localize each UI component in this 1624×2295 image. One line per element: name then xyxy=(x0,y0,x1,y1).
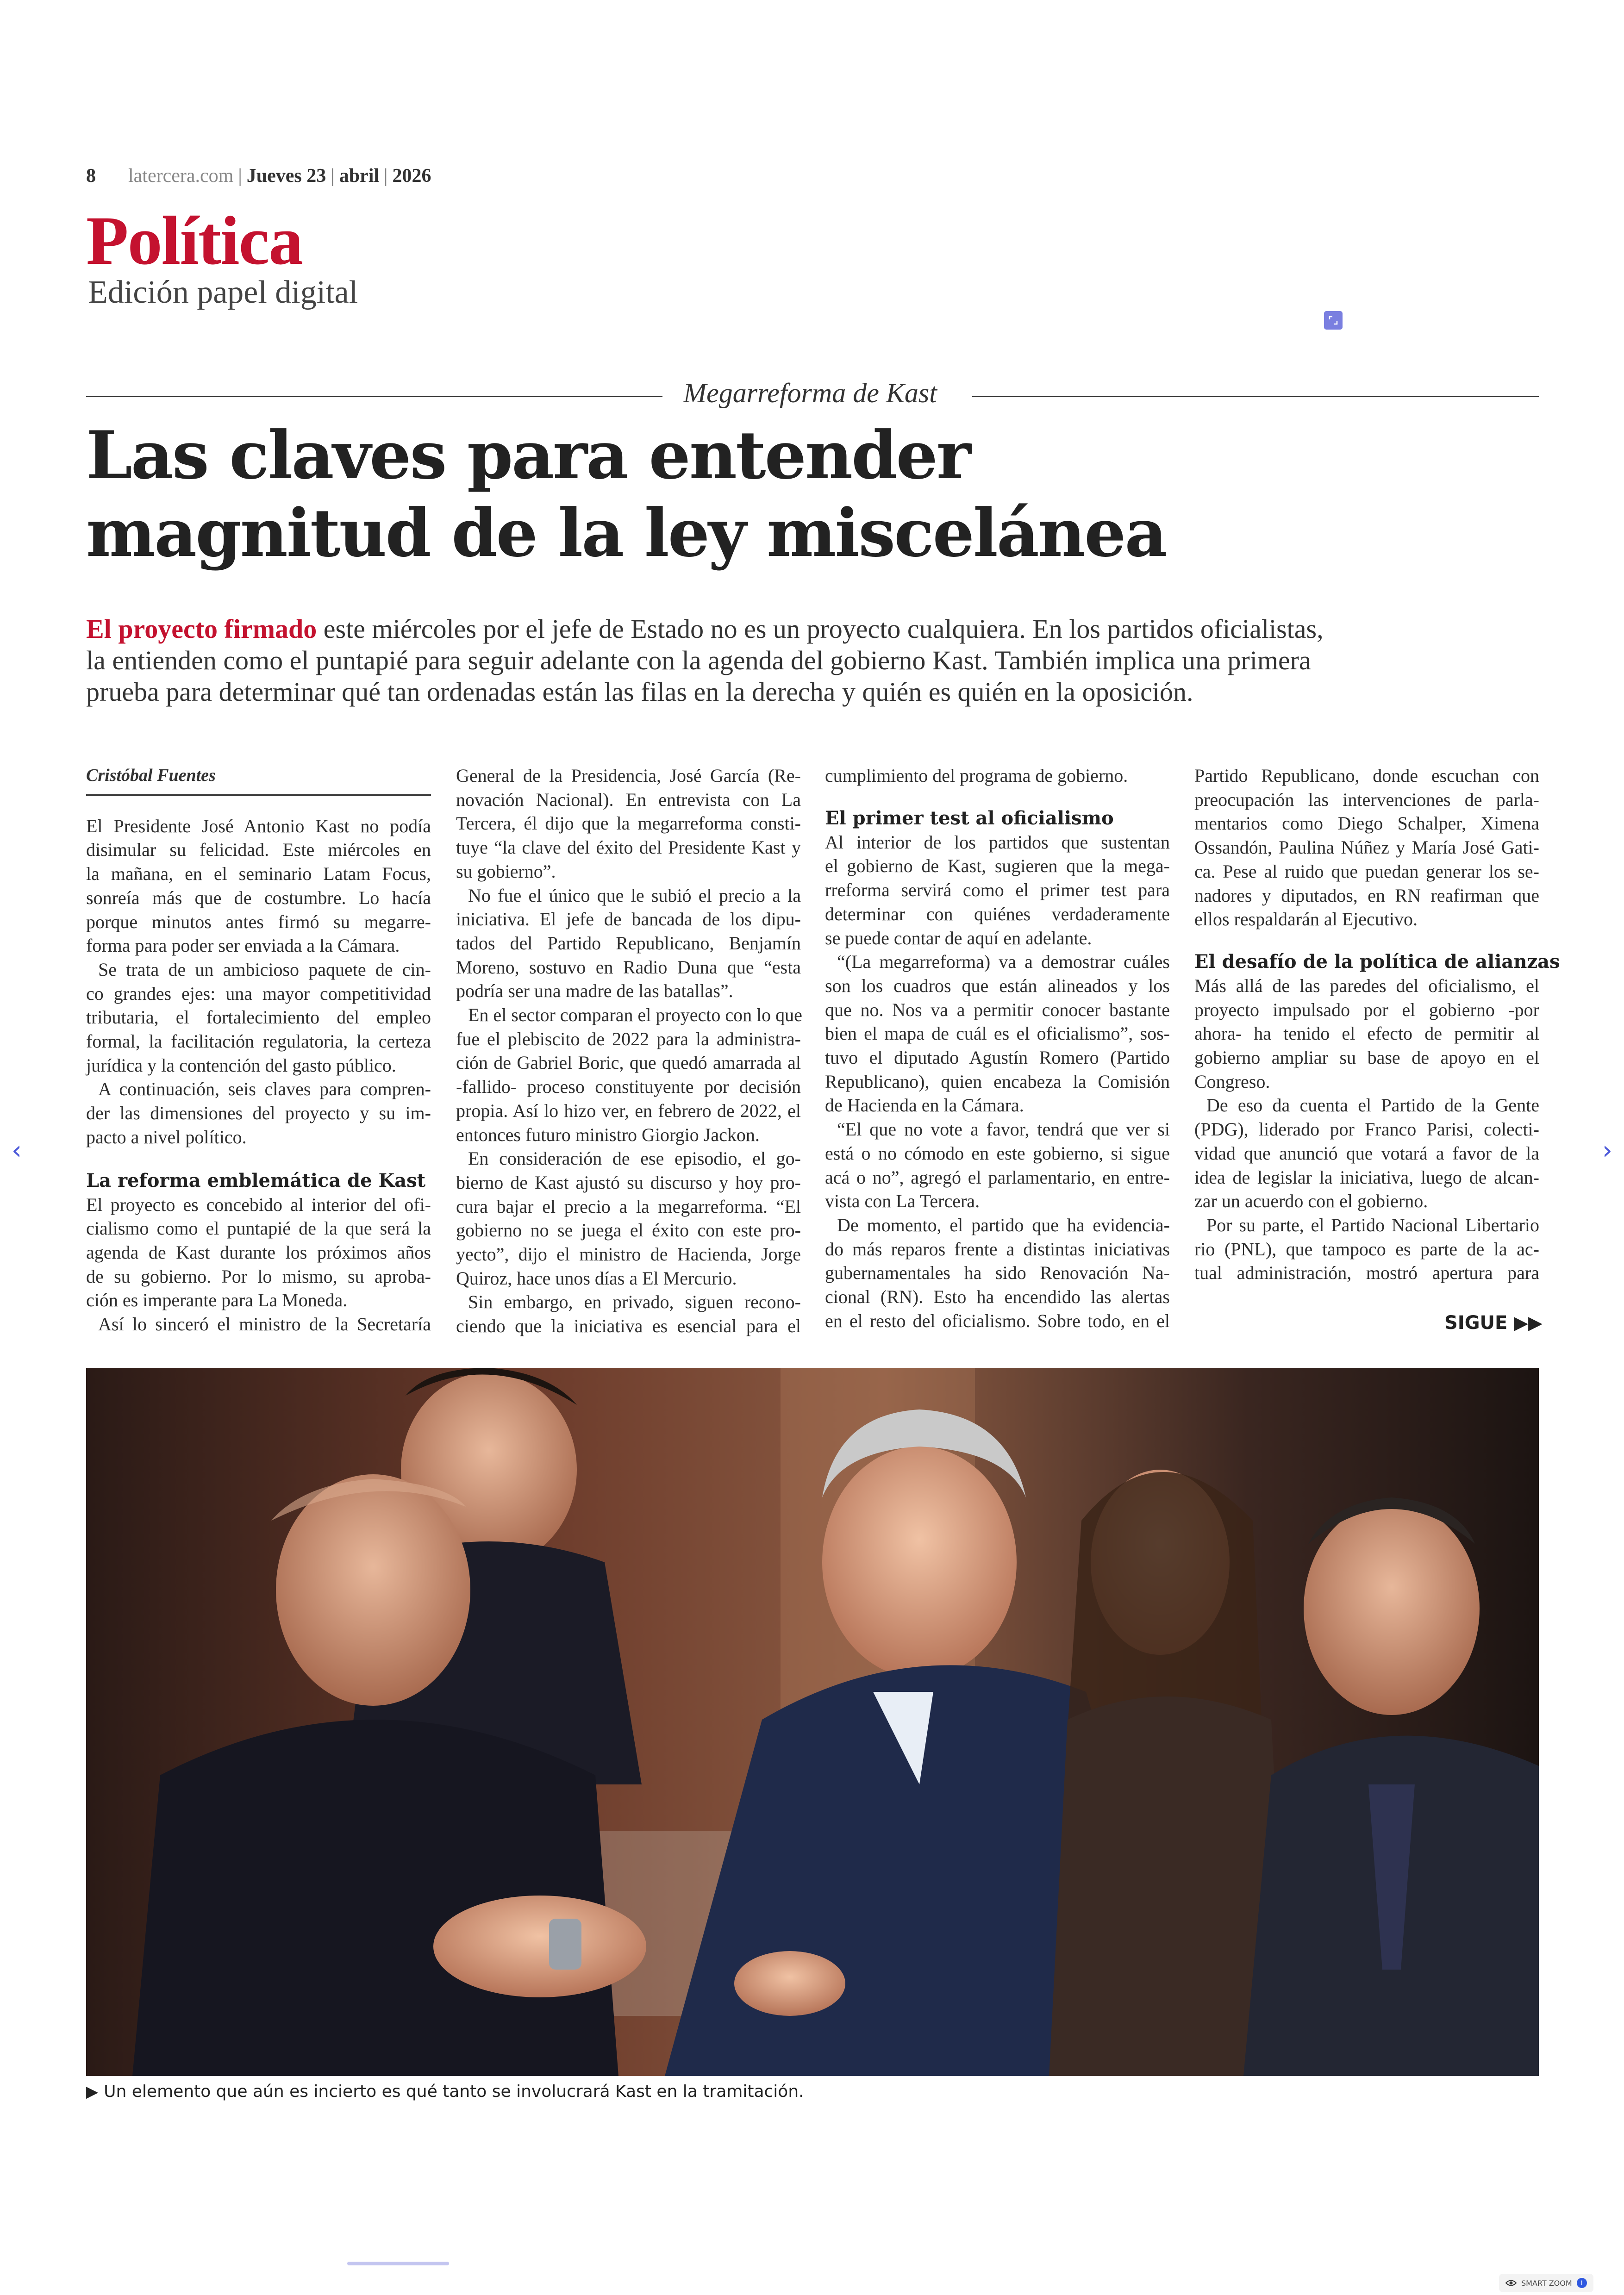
text-line: acá o no”, agregó el parlamentario, en entre- xyxy=(825,1166,1170,1188)
text-line: co grandes ejes: una mayor competitividad xyxy=(86,983,431,1004)
section-title: Política xyxy=(86,202,303,279)
text-line: Por su parte, el Partido Nacional Libertario xyxy=(1206,1214,1539,1235)
smart-zoom-button[interactable] xyxy=(1499,2274,1593,2292)
continue-marker: SIGUE ▶▶ xyxy=(1444,1312,1543,1334)
text-line: proyecto impulsado por el gobierno -por xyxy=(1194,999,1539,1020)
text-line: El proyecto es concebido al interior del ofi- xyxy=(86,1194,431,1215)
text-line: cumplimiento del programa de gobierno. xyxy=(825,765,1128,786)
paragraph xyxy=(86,958,431,1078)
body-column-3 xyxy=(825,764,1170,1333)
body-column-2 xyxy=(456,764,801,1338)
text-line: iniciativa. El jefe de bancada de los dipu- xyxy=(456,909,801,930)
text-line: cialismo como el puntapié de la que será la xyxy=(86,1218,431,1239)
text-line: propia. Así lo hizo ver, en febrero de 2022, el xyxy=(456,1100,801,1121)
paragraph xyxy=(825,1117,1170,1213)
text-line: su gobierno”. xyxy=(456,861,556,882)
prev-page-button[interactable] xyxy=(7,1136,26,1164)
text-line: porque minutos antes firmó su megarre- xyxy=(86,911,431,932)
dek-lead: El proyecto firmado xyxy=(86,614,317,644)
paragraph xyxy=(1194,764,1539,931)
edition-label: Edición papel digital xyxy=(88,274,358,310)
paragraph xyxy=(825,830,1170,950)
text-line: está o no cómodo en este gobierno, si sigue xyxy=(825,1142,1170,1164)
dek-line: este miércoles por el jefe de Estado no es un proyecto cualquiera. En los partidos oficialistas, xyxy=(317,614,1324,644)
info-icon: i xyxy=(1577,2278,1587,2288)
photo-caption xyxy=(86,2082,804,2101)
text-line: do más reparos frente a distintas iniciativas xyxy=(825,1238,1170,1260)
text-line: De eso da cuenta el Partido de la Gente xyxy=(1206,1095,1539,1116)
text-line: Se trata de un ambicioso paquete de cin- xyxy=(98,959,431,980)
text-line: yecto”, dijo el ministro de Hacienda, Jorge xyxy=(456,1244,801,1265)
author-byline: Cristóbal Fuentes xyxy=(86,764,431,796)
text-line: zar un acuerdo con el gobierno. xyxy=(1194,1191,1428,1212)
dek xyxy=(86,613,1530,708)
text-line: sonreía más que de costumbre. Lo hacía xyxy=(86,887,431,908)
text-line: nadores y diputados, en RN reafirman que xyxy=(1194,885,1539,906)
text-line: el gobierno de Kast, sugieren que la mega- xyxy=(825,855,1170,877)
body-column-1 xyxy=(86,764,431,1336)
text-line: ahora- ha tenido el efecto de permitir al xyxy=(1194,1023,1539,1044)
text-line: tuvo el diputado Agustín Romero (Partido xyxy=(825,1047,1170,1068)
text-line: ellos respaldarán al Ejecutivo. xyxy=(1194,909,1418,930)
text-line: son los cuadros que están alineados y los xyxy=(825,975,1170,996)
paragraph xyxy=(86,1077,431,1149)
text-line: gobierno no se juega el éxito con este pro- xyxy=(456,1220,801,1241)
paragraph xyxy=(825,950,1170,1117)
paragraph xyxy=(456,884,801,1004)
text-line: En el sector comparan el proyecto con lo que xyxy=(468,1004,802,1026)
text-line: tual administración, mostró apertura para xyxy=(1194,1262,1539,1284)
subheading: La reforma emblemática de Kast xyxy=(86,1169,426,1191)
zoom-handle[interactable] xyxy=(1324,311,1343,330)
paragraph xyxy=(86,814,431,958)
text-line: “El que no vote a favor, tendrá que ver si xyxy=(837,1119,1170,1140)
text-line: ciendo que la iniciativa es esencial para el xyxy=(456,1316,801,1337)
text-line: la mañana, en el seminario Latam Focus, xyxy=(86,863,431,885)
text-line: fue el plebiscito de 2022 para la administra- xyxy=(456,1028,801,1049)
dek-line: prueba para determinar qué tan ordenadas están las filas en la derecha y quién es quién en la oposición. xyxy=(86,677,1193,707)
text-line: Republicano), quien encabeza la Comisión xyxy=(825,1071,1170,1092)
chevron-right-icon: › xyxy=(1602,1135,1613,1166)
text-line: A continuación, seis claves para compren- xyxy=(98,1079,431,1100)
subheading: El primer test al oficialismo xyxy=(825,807,1114,829)
text-line: tuye “la clave del éxito del Presidente Kast y xyxy=(456,837,801,858)
text-line: rio (PNL), que tampoco es parte de la ac- xyxy=(1194,1238,1539,1260)
headline xyxy=(86,417,1521,572)
text-line: vidad que anunció que votará a favor de la xyxy=(1194,1142,1539,1164)
text-line: En consideración de ese episodio, el go- xyxy=(468,1148,801,1169)
text-line: ción es imperante para La Moneda. xyxy=(86,1290,348,1311)
paragraph xyxy=(825,1213,1170,1333)
text-line: Moreno, sostuvo en Radio Duna que “esta xyxy=(456,956,801,978)
text-line: preocupación las intervenciones de parla- xyxy=(1194,789,1539,810)
kicker: Megarreforma de Kast xyxy=(683,378,937,408)
text-line: (PDG), liderado por Franco Parisi, colecti- xyxy=(1194,1119,1539,1140)
text-line: podría ser una madre de las batallas”. xyxy=(456,980,733,1002)
text-line: se puede contar de aquí en adelante. xyxy=(825,927,1092,948)
text-line: mentarios como Diego Schalper, Ximena xyxy=(1194,813,1539,834)
text-line: pacto a nivel político. xyxy=(86,1126,247,1148)
text-line: Tercera, él dijo que la megarreforma consti- xyxy=(456,813,801,834)
text-line: formal, la facilitación regulatoria, la certeza xyxy=(86,1031,431,1052)
smart-zoom-label: SMART ZOOM xyxy=(1521,2278,1572,2288)
text-line: tados del Partido Republicano, Benjamín xyxy=(456,932,801,954)
text-line: novación Nacional). En entrevista con La xyxy=(456,789,801,810)
paragraph xyxy=(1194,1213,1539,1285)
caption-arrow-icon: ▶ xyxy=(86,2083,99,2101)
text-line: Sin embargo, en privado, siguen recono- xyxy=(468,1291,801,1313)
text-line: General de la Presidencia, José García (Re- xyxy=(456,765,801,786)
eye-icon xyxy=(1505,2279,1517,2287)
chevron-left-icon: ‹ xyxy=(11,1135,22,1166)
page-progress-indicator xyxy=(347,2262,449,2265)
text-line: Al interior de los partidos que sustentan xyxy=(825,831,1170,853)
site-name: latercera.com xyxy=(128,165,234,187)
text-line: Así lo sinceró el ministro de la Secretaría xyxy=(98,1314,431,1335)
kicker-rule-left xyxy=(86,396,662,397)
text-line: No fue el único que le subió el precio a la xyxy=(468,885,801,906)
paragraph xyxy=(1194,1093,1539,1213)
text-line: Quiroz, hace unos días a El Mercurio. xyxy=(456,1267,737,1289)
text-line: ca. Pese al ruido que puedan generar los se- xyxy=(1194,861,1539,882)
text-line: de Hacienda en la Cámara. xyxy=(825,1095,1024,1116)
text-line: bierno de Kast ajustó su discurso y hoy pro- xyxy=(456,1172,801,1193)
text-line: disimular su felicidad. Este miércoles en xyxy=(86,839,431,861)
article-photo xyxy=(86,1368,1539,2076)
text-line: que no. Nos va a permitir conocer bastante xyxy=(825,999,1170,1020)
text-line: “(La megarreforma) va a demostrar cuáles xyxy=(837,951,1170,973)
text-line: determinar con quiénes verdaderamente xyxy=(825,903,1170,924)
headline-line: magnitud de la ley miscelánea xyxy=(86,495,1166,572)
paragraph xyxy=(86,1193,431,1313)
text-line: Partido Republicano, donde escuchan con xyxy=(1194,765,1539,786)
text-line: cura bajar el precio a la megarreforma. “El xyxy=(456,1196,801,1217)
page-header: 8 latercera.com | Jueves 23 | abril | 2026 xyxy=(86,165,431,187)
text-line: -fallido- proceso constituyente por decisión xyxy=(456,1076,801,1098)
text-line: jurídica y la contención del gasto público. xyxy=(86,1054,396,1076)
date-day: Jueves 23 xyxy=(246,165,326,187)
text-line: Ossandón, Paulina Núñez y María José Gati- xyxy=(1194,837,1539,858)
paragraph xyxy=(86,1312,431,1336)
page-number: 8 xyxy=(86,165,96,187)
text-line: en el resto del oficialismo. Sobre todo, en el xyxy=(825,1310,1170,1331)
paragraph xyxy=(456,764,801,884)
date-year: 2026 xyxy=(392,165,431,187)
text-line: gobierno ampliar su base de apoyo en el xyxy=(1194,1047,1539,1068)
text-line: entonces futuro ministro Giorgio Jackon. xyxy=(456,1124,760,1145)
paragraph xyxy=(1194,974,1539,1094)
text-line: El Presidente José Antonio Kast no podía xyxy=(86,815,431,836)
paragraph xyxy=(456,1003,801,1147)
text-line: Congreso. xyxy=(1194,1071,1270,1092)
text-line: ción de Gabriel Boric, que quedó amarrada al xyxy=(456,1052,801,1073)
dek-line: la entienden como el puntapié para seguir adelante con la agenda del gobierno Kast. También implica una primera xyxy=(86,645,1311,675)
subheading: El desafío de la política de alianzas xyxy=(1194,950,1560,973)
body-column-4 xyxy=(1194,764,1560,1285)
text-line: der las dimensiones del proyecto y su im- xyxy=(86,1103,431,1124)
text-line: De momento, el partido que ha evidencia- xyxy=(837,1214,1170,1235)
text-line: idea de legislar la iniciativa, luego de alcan- xyxy=(1194,1166,1539,1188)
text-line: bien el mapa de cuál es el oficialismo”, sos- xyxy=(825,1023,1170,1044)
text-line: de su gobierno. Por lo mismo, su aproba- xyxy=(86,1266,431,1287)
text-line: cional (RN). Esto ha encendido las alertas xyxy=(825,1286,1170,1308)
paragraph xyxy=(825,764,1170,788)
text-line: tributaria, el fortalecimiento del empleo xyxy=(86,1007,431,1028)
paragraph xyxy=(456,1147,801,1290)
expand-icon xyxy=(1328,315,1339,326)
next-page-button[interactable] xyxy=(1598,1136,1617,1164)
text-line: rreforma servirá como el primer test para xyxy=(825,879,1170,901)
date-month: abril xyxy=(339,165,380,187)
text-line: agenda de Kast durante los próximos años xyxy=(86,1241,431,1263)
text-line: vista con La Tercera. xyxy=(825,1191,980,1212)
kicker-rule-right xyxy=(972,396,1539,397)
text-line: gubernamentales ha sido Renovación Na- xyxy=(825,1262,1170,1284)
caption-text: Un elemento que aún es incierto es qué tanto se involucrará Kast en la tramitación. xyxy=(104,2082,804,2101)
text-line: forma para poder ser enviada a la Cámara. xyxy=(86,935,400,956)
headline-line: Las claves para entender xyxy=(86,417,970,494)
paragraph xyxy=(456,1290,801,1338)
text-line: Más allá de las paredes del oficialismo, el xyxy=(1194,975,1539,996)
